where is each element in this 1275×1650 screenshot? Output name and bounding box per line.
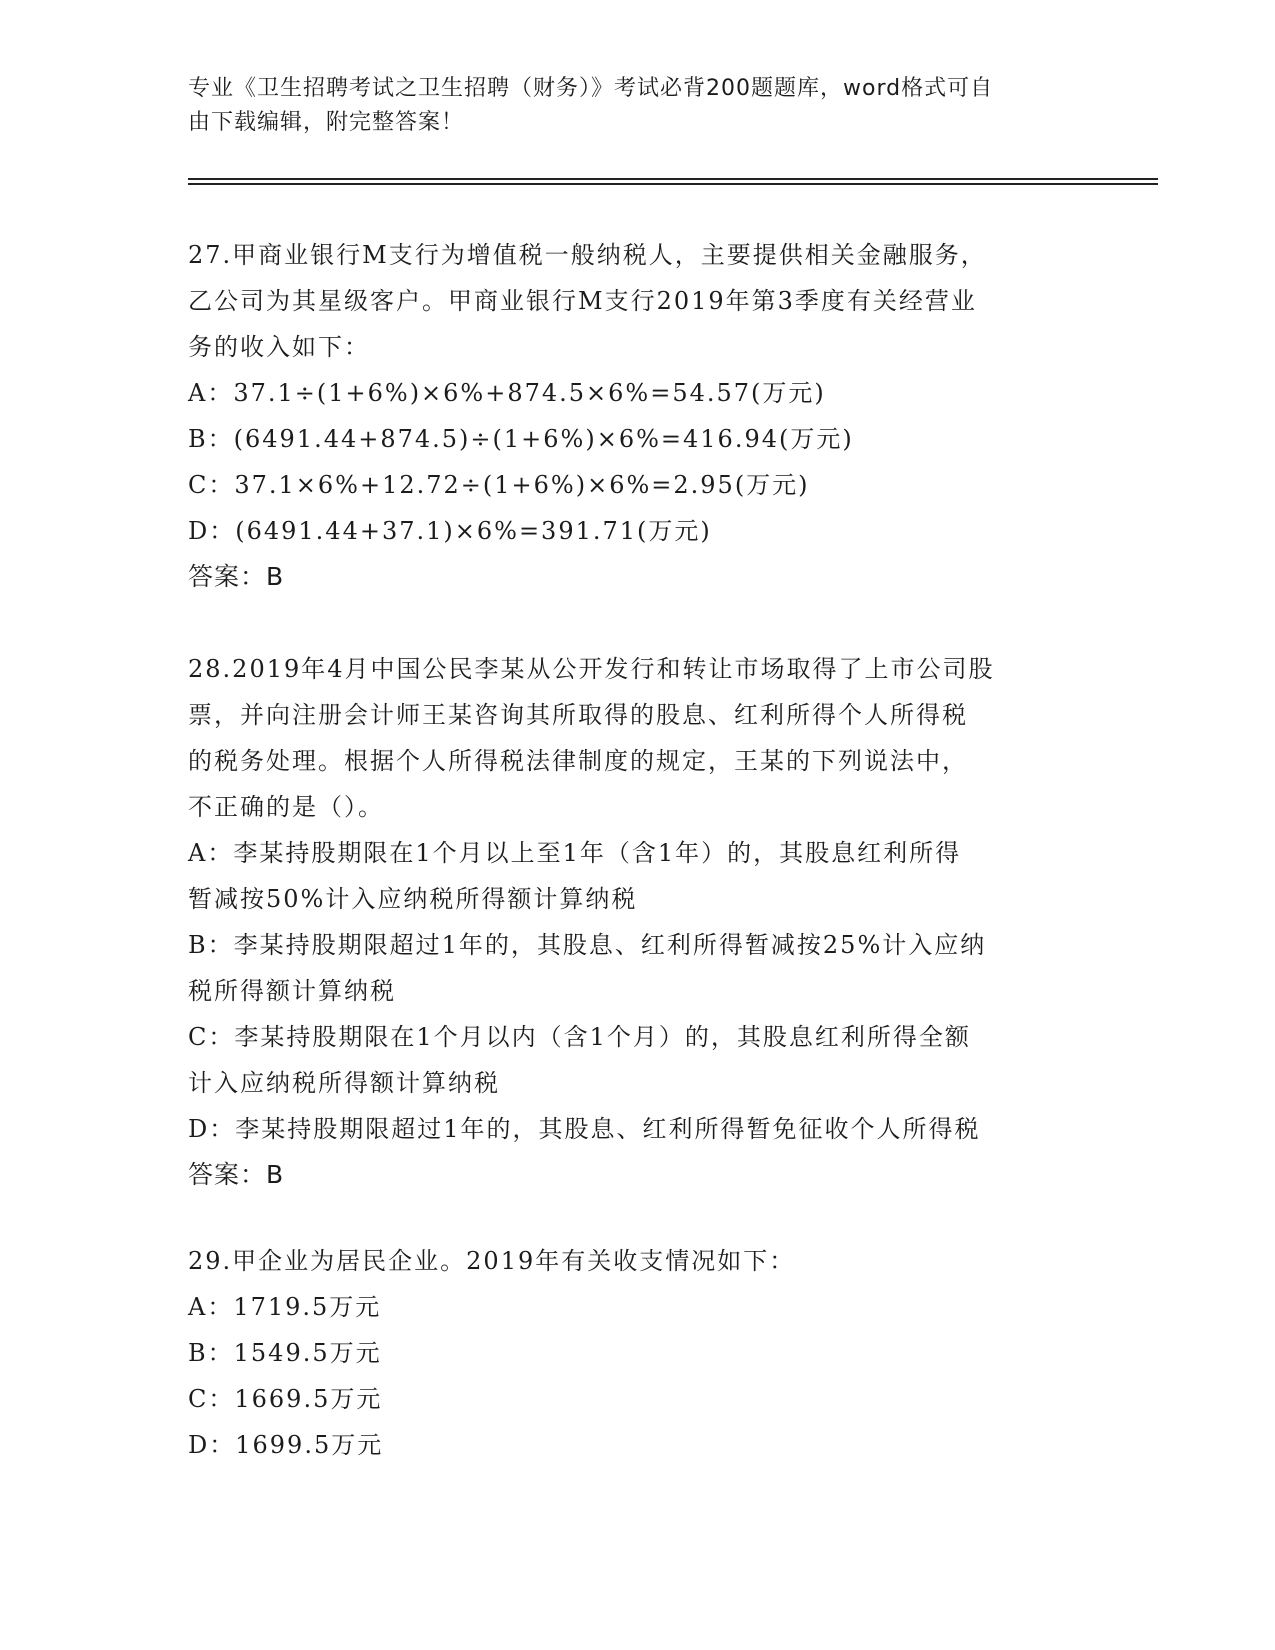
stem-line: 29.甲企业为居民企业。2019年有关收支情况如下： — [188, 1247, 796, 1275]
option-b — [188, 922, 1088, 1014]
answer-label: 答案：B — [188, 562, 285, 591]
option-line: 计入应纳税所得额计算纳税 — [188, 1069, 500, 1097]
option-line: B：(6491.44+874.5)÷(1+6%)×6%=416.94(万元) — [188, 425, 854, 453]
question-28 — [188, 646, 1088, 1198]
option-line: A：1719.5万元 — [188, 1293, 382, 1321]
option-c — [188, 1376, 1088, 1422]
option-line: A：37.1÷(1+6%)×6%+874.5×6%=54.57(万元) — [188, 379, 826, 407]
option-b — [188, 416, 1088, 462]
option-line: D：(6491.44+37.1)×6%=391.71(万元) — [188, 517, 712, 545]
option-line: D：李某持股期限超过1年的，其股息、红利所得暂免征收个人所得税 — [188, 1115, 981, 1143]
question-stem — [188, 1238, 1088, 1284]
option-line: A：李某持股期限在1个月以上至1年（含1年）的，其股息红利所得 — [188, 839, 962, 867]
option-a — [188, 1284, 1088, 1330]
question-stem — [188, 232, 1088, 370]
option-d — [188, 1422, 1088, 1468]
stem-line: 27.甲商业银行M支行为增值税一般纳税人，主要提供相关金融服务， — [188, 241, 987, 269]
stem-line: 不正确的是（）。 — [188, 793, 384, 821]
answer-label: 答案：B — [188, 1160, 285, 1189]
question-27 — [188, 232, 1088, 600]
stem-line: 票，并向注册会计师王某咨询其所取得的股息、红利所得个人所得税 — [188, 701, 968, 729]
option-line: C：37.1×6%+12.72÷(1+6%)×6%=2.95(万元) — [188, 471, 810, 499]
question-stem — [188, 646, 1088, 830]
option-line: C：1669.5万元 — [188, 1385, 383, 1413]
header-divider — [188, 183, 1158, 185]
option-line: B：李某持股期限超过1年的，其股息、红利所得暂减按25%计入应纳 — [188, 931, 987, 959]
option-line: D：1699.5万元 — [188, 1431, 384, 1459]
option-c — [188, 462, 1088, 508]
option-a — [188, 830, 1088, 922]
question-29 — [188, 1238, 1088, 1468]
option-line: B：1549.5万元 — [188, 1339, 382, 1367]
option-b — [188, 1330, 1088, 1376]
option-line: 税所得额计算纳税 — [188, 977, 396, 1005]
stem-line: 的税务处理。根据个人所得税法律制度的规定，王某的下列说法中， — [188, 747, 968, 775]
stem-line: 乙公司为其星级客户。甲商业银行M支行2019年第3季度有关经营业 — [188, 287, 977, 315]
option-a — [188, 370, 1088, 416]
option-d — [188, 1106, 1088, 1152]
header-line: 由下载编辑，附完整答案！ — [188, 110, 465, 135]
option-line: C：李某持股期限在1个月以内（含1个月）的，其股息红利所得全额 — [188, 1023, 971, 1051]
document-header — [188, 72, 1088, 140]
header-divider — [188, 178, 1158, 180]
option-line: 暂减按50%计入应纳税所得额计算纳税 — [188, 885, 638, 913]
option-d — [188, 508, 1088, 554]
option-c — [188, 1014, 1088, 1106]
header-line: 专业《卫生招聘考试之卫生招聘（财务）》考试必背200题题库，word格式可自 — [188, 76, 994, 101]
stem-line: 28.2019年4月中国公民李某从公开发行和转让市场取得了上市公司股 — [188, 655, 995, 683]
stem-line: 务的收入如下： — [188, 333, 370, 361]
